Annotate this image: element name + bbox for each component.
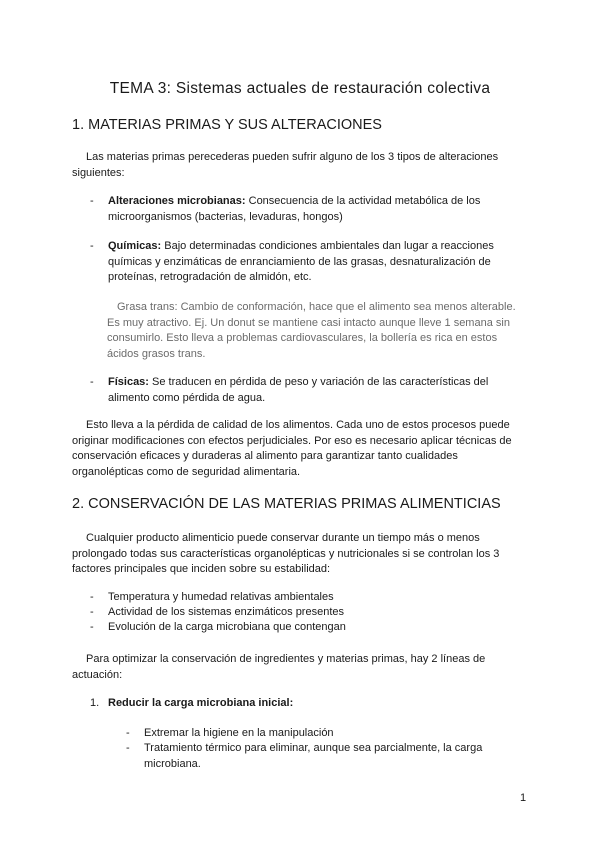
section-1-intro: Las materias primas perecederas pueden sufrir alguno de los 3 tipos de alteraciones siguientes: <box>72 151 499 179</box>
sub-item-continuation: microbiana. <box>144 758 201 770</box>
section-2-heading: 2. CONSERVACIÓN DE LAS MATERIAS PRIMAS ALIMENTICIAS <box>72 496 501 512</box>
document-page: TEMA 3: Sistemas actuales de restauración colectiva 1. MATERIAS PRIMAS Y SUS ALTERACIONES Las materias primas perecederas pueden sufrir alguno de los 3 tipos de alteraciones siguientes: - Alteraciones microbianas: Consecuencia de la actividad metabólica de los microorganismos (bacterias, levaduras, hongos) - Químicas: Bajo determinadas condiciones ambientales dan lugar a reacciones químicas y enzimáticas de enranciamiento de las grasas, desnaturalización de proteínas, retrogradación de almidón, etc. Grasa trans: Cambio de conformación, hace que el alimento sea menos alterable. Es muy atractivo. Ej. Un donut se mantiene casi intacto aunque lleve 1 semana sin consumirlo. Esto lleva a problemas cardiovasculares, la bollería es rica en estos ácidos grasos trans. - Físicas: Se traducen en pérdida de peso y variación de las características del alimento como pérdida de agua. Esto lleva a la pérdida de calidad de los alimentos. Cada uno de estos procesos puede originar modificaciones con efectos perjudiciales. Por eso es necesario aplicar técnicas de conservación eficaces y duraderas al alimento para garantizar tanto cualidades organolépticas como de seguridad alimentaria. 2. CONSERVACIÓN DE LAS MATERIAS PRIMAS ALIMENTICIAS Cualquier producto alimenticio puede conservar durante un tiempo más o menos prolongado todas sus características organolépticas y nutricionales si se controlan los 3 factores principales que inciden sobre su estabilidad: - Temperatura y humedad relativas ambientales - Actividad de los sistemas enzimáticos presentes - Evolución de la carga microbiana que contengan Para optimizar la conservación de ingredientes y materias primas, hay 2 líneas de actuación: 1. Reducir la carga microbiana inicial: - Extremar la higiene en la manipulación - Tratamiento térmico para eliminar, aunque sea parcialmente, la carga microbiana. 1 <box>0 0 600 848</box>
alteration-term: Químicas: <box>108 240 162 252</box>
lines-intro: Para optimizar la conservación de ingredientes y materias primas, hay 2 líneas de actuación: <box>72 653 486 681</box>
trans-fat-note: Grasa trans: Cambio de conformación, hace que el alimento sea menos alterable. Es muy atractivo. Ej. Un donut se mantiene casi intacto aunque lleve 1 semana sin consumirlo. Esto lleva a problemas cardiovasculares, la bollería es rica en estos ácidos grasos trans. <box>107 301 516 360</box>
alteration-term: Alteraciones microbianas: <box>108 195 246 207</box>
section-1-closing: Esto lleva a la pérdida de calidad de los alimentos. Cada uno de estos procesos puede originar modificaciones con efectos perjudiciales. Por eso es necesario aplicar técnicas de conservación eficaces y duraderas al alimento para garantizar tanto cualidades organolépticas como de seguridad alimentaria. <box>72 419 512 478</box>
page-number: 1 <box>520 792 527 804</box>
section-2-intro: Cualquier producto alimenticio puede conservar durante un tiempo más o menos prolongado todas sus características organolépticas y nutricionales si se controlan los 3 factores principales que inciden sobre su estabilidad: <box>72 532 500 576</box>
section-1-heading: 1. MATERIAS PRIMAS Y SUS ALTERACIONES <box>72 117 382 133</box>
alteration-term: Físicas: <box>108 376 149 388</box>
document-title: TEMA 3: Sistemas actuales de restauración colectiva <box>109 80 491 97</box>
